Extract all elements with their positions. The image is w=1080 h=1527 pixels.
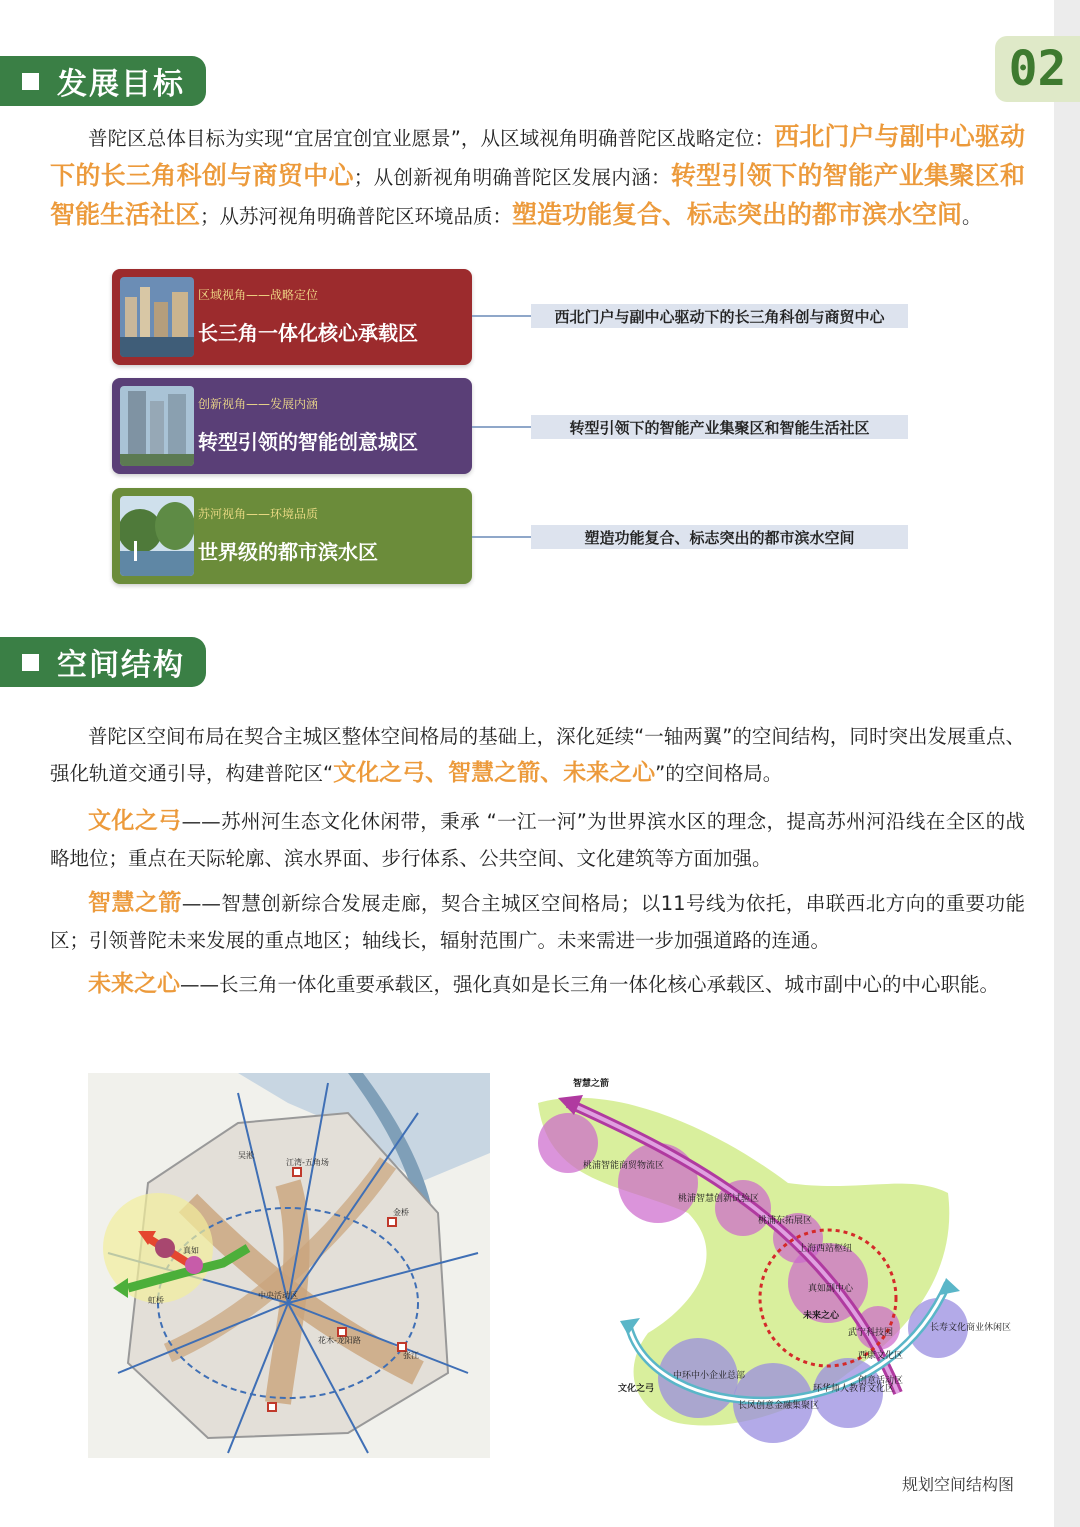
- goal-card-regional: [112, 269, 472, 365]
- card-title: 世界级的都市滨水区: [198, 540, 378, 564]
- puto-structure-diagram: [528, 1073, 1015, 1458]
- card-subtitle: 区域视角——战略定位: [198, 288, 319, 302]
- svg-text:虹桥: 虹桥: [148, 1296, 164, 1305]
- svg-text:环华师人教育文化区: 环华师人教育文化区: [813, 1384, 895, 1394]
- connector-line: [472, 426, 531, 428]
- svg-text:文化之弓: 文化之弓: [618, 1384, 655, 1394]
- square-bullet-icon: [22, 73, 39, 90]
- section-title: 发展目标: [57, 67, 185, 102]
- structure-paragraph: 普陀区空间布局在契合主城区整体空间格局的基础上，深化延续“一轴两翼”的空间结构，同时突出发展重点、强化轨道交通引导，构建普陀区“文化之弓、智慧之箭、未来之心”的空间格局。: [50, 725, 1025, 786]
- svg-text:桃浦智能商贸物流区: 桃浦智能商贸物流区: [583, 1161, 665, 1171]
- svg-text:智慧之箭: 智慧之箭: [573, 1079, 610, 1089]
- culture-bow-paragraph: 文化之弓——苏州河生态文化休闲带，秉承 “一江一河”为世界滨水区的理念，提高苏州河沿线在全区的战略地位；重点在天际轮廓、滨水界面、步行体系、公共空间、文化建筑等方面加强。: [50, 808, 1026, 870]
- svg-text:未来之心: 未来之心: [803, 1311, 840, 1321]
- section-header-goals: [0, 56, 206, 106]
- svg-text:张江: 张江: [403, 1351, 419, 1360]
- svg-text:长寿文化商业休闲区: 长寿文化商业休闲区: [930, 1323, 1012, 1333]
- page-edge-bar: [1054, 0, 1080, 1527]
- connector-line: [472, 315, 531, 317]
- card-subtitle: 创新视角——发展内涵: [198, 397, 319, 411]
- svg-text:创意活动区: 创意活动区: [858, 1376, 904, 1386]
- goal-label: 转型引领下的智能产业集聚区和智能生活社区: [531, 415, 908, 439]
- figure-caption: 规划空间结构图: [902, 1475, 1015, 1494]
- svg-text:真如副中心: 真如副中心: [808, 1284, 854, 1294]
- svg-text:上海西站枢纽: 上海西站枢纽: [798, 1244, 853, 1254]
- goal-label: 塑造功能复合、标志突出的都市滨水空间: [531, 525, 908, 549]
- svg-text:西康文化区: 西康文化区: [858, 1351, 904, 1361]
- page-number: 02: [995, 36, 1080, 102]
- svg-text:桃浦东拓展区: 桃浦东拓展区: [758, 1216, 813, 1226]
- tower-photo: [120, 386, 194, 466]
- svg-text:吴淞: 吴淞: [238, 1151, 254, 1160]
- svg-text:中环中小企业总部: 中环中小企业总部: [673, 1371, 746, 1381]
- svg-text:中央活动区: 中央活动区: [258, 1291, 298, 1300]
- svg-text:江湾-五角场: 江湾-五角场: [286, 1158, 329, 1167]
- section-header-structure: [0, 637, 206, 687]
- goals-paragraph: 普陀区总体目标为实现“宜居宜创宜业愿景”，从区域视角明确普陀区战略定位：西北门户与副中心驱动下的长三角科创与商贸中心；从创新视角明确普陀区发展内涵：转型引领下的智能产业集聚区和智能生活社区；从苏河视角明确普陀区环境品质：塑造功能复合、标志突出的都市滨水空间。: [50, 122, 1025, 229]
- svg-text:金桥: 金桥: [393, 1208, 409, 1217]
- wisdom-arrow-paragraph: 智慧之箭——智慧创新综合发展走廊，契合主城区空间格局；以11号线为依托，串联西北方向的重要功能区；引领普陀未来发展的重点地区；轴线长，辐射范围广。未来需进一步加强道路的连通。: [50, 890, 1025, 952]
- svg-text:长风创意金融集聚区: 长风创意金融集聚区: [738, 1401, 820, 1411]
- section-title: 空间结构: [57, 648, 185, 683]
- connector-line: [472, 536, 531, 538]
- card-subtitle: 苏河视角——环境品质: [198, 507, 319, 521]
- card-title: 长三角一体化核心承载区: [198, 321, 418, 345]
- svg-text:真如: 真如: [183, 1246, 199, 1255]
- card-title: 转型引领的智能创意城区: [198, 430, 418, 454]
- svg-text:桃浦智慧创新试验区: 桃浦智慧创新试验区: [678, 1194, 760, 1204]
- goal-card-innovation: [112, 378, 472, 474]
- square-bullet-icon: [22, 654, 39, 671]
- svg-text:武宁科技园: 武宁科技园: [848, 1328, 894, 1338]
- city-photo: [120, 277, 194, 357]
- future-heart-paragraph: 未来之心——长三角一体化重要承载区，强化真如是长三角一体化核心承载区、城市副中心的中心职能。: [88, 971, 1000, 997]
- waterfront-photo: [120, 496, 194, 576]
- goal-card-riverside: [112, 488, 472, 584]
- svg-text:花木-龙阳路: 花木-龙阳路: [318, 1336, 361, 1345]
- shanghai-structure-map: [88, 1073, 490, 1458]
- goal-label: 西北门户与副中心驱动下的长三角科创与商贸中心: [531, 304, 908, 328]
